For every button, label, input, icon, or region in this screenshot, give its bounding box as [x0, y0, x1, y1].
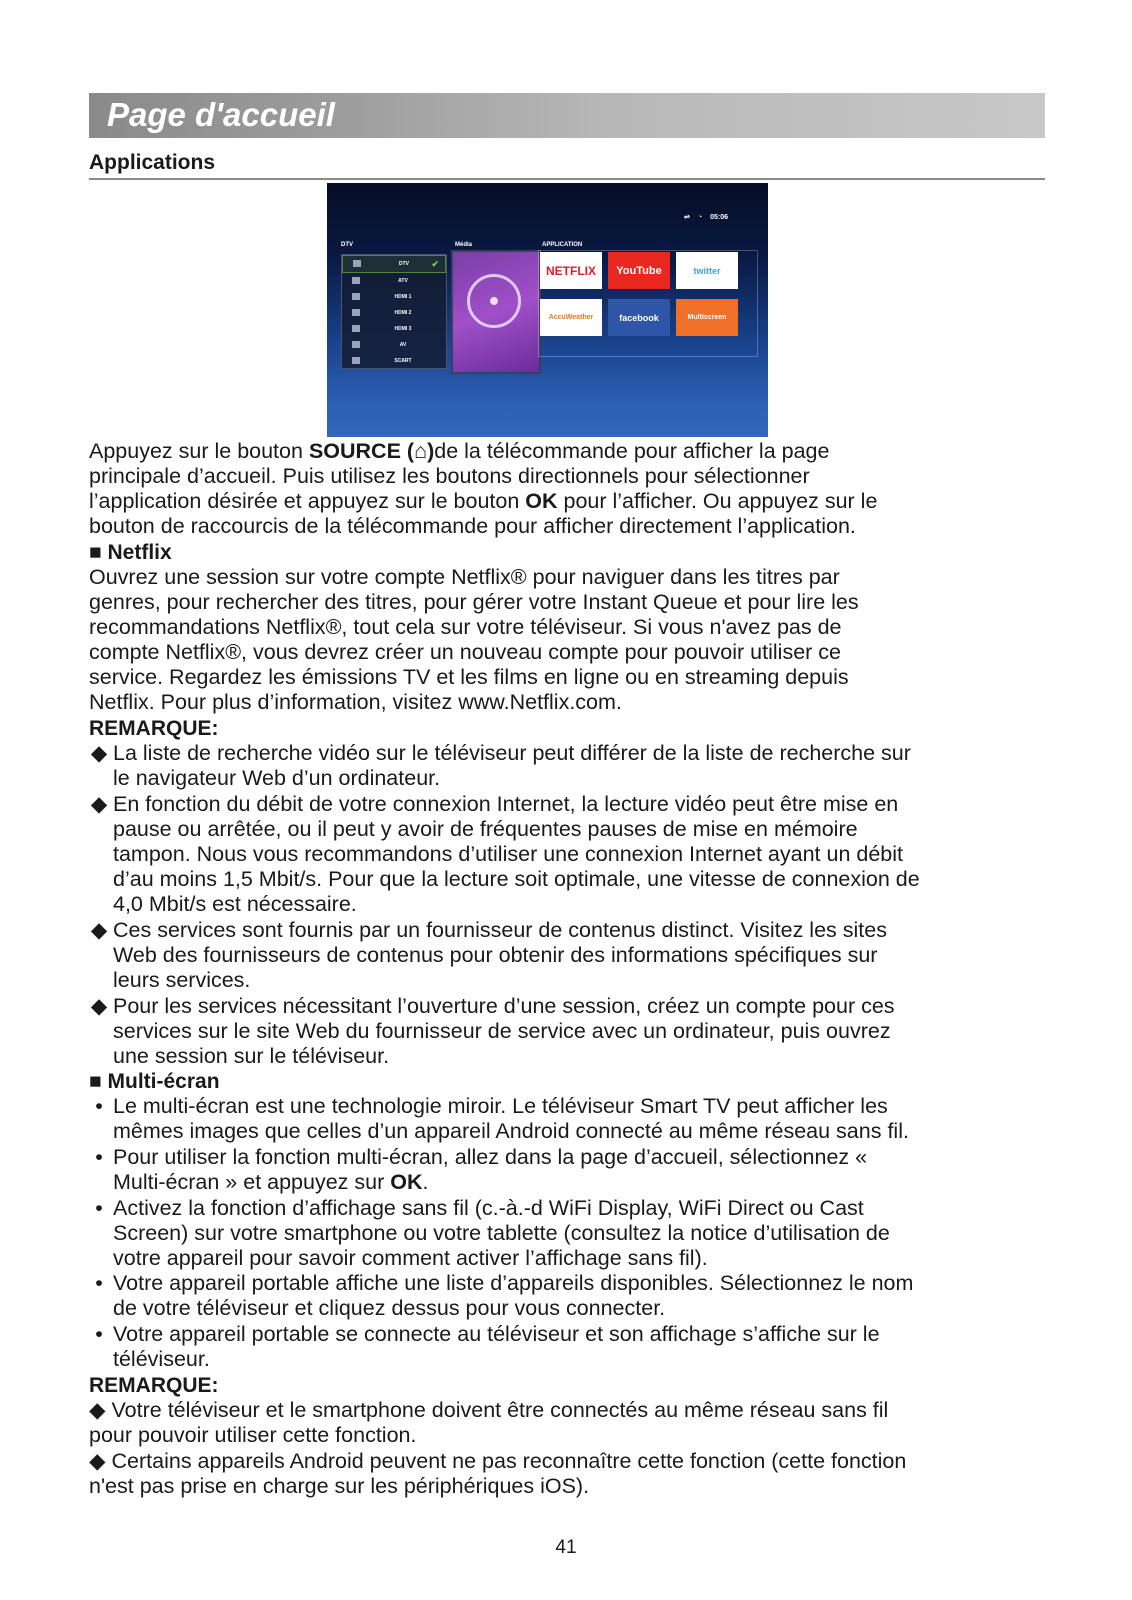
remark-heading: REMARQUE: — [89, 717, 219, 740]
multiscreen-item-cont: Multi-écran » et appuyez sur OK. — [113, 1170, 429, 1194]
app-tile-youtube[interactable]: YouTube — [608, 252, 670, 289]
netflix-line: compte Netflix®, vous devrez créer un nouveau compte pour pouvoir utiliser ce — [89, 640, 841, 664]
tv-source-list — [341, 254, 447, 369]
page-number: 41 — [555, 1537, 577, 1558]
diamond-bullet-icon: ◆ — [89, 1449, 112, 1473]
multiscreen-item: • Votre appareil portable affiche une liste d’appareils disponibles. Sélectionnez le nom — [89, 1271, 1049, 1296]
multiscreen-item-cont: de votre téléviseur et cliquez dessus pour vous connecter. — [113, 1296, 666, 1320]
app-tile-accuweather[interactable]: AccuWeather — [540, 299, 602, 336]
intro-line: principale d’accueil. Puis utilisez les boutons directionnels pour sélectionner — [89, 464, 810, 488]
remark-item-cont: 4,0 Mbit/s est nécessaire. — [113, 892, 357, 916]
multiscreen-item-cont: votre appareil pour savoir comment activer l’affichage sans fil). — [113, 1246, 708, 1270]
remark-item-cont: tampon. Nous vous recommandons d’utiliser une connexion Internet ayant un débit — [113, 842, 903, 866]
tv-col-dtv: DTV — [341, 242, 353, 248]
home-icon: ⌂ — [414, 439, 428, 463]
diamond-bullet-icon: ◆ — [90, 792, 108, 816]
remark-item: ◆ En fonction du débit de votre connexion Internet, la lecture vidéo peut être mise en — [90, 792, 899, 816]
multiscreen-item-cont: Screen) sur votre smartphone ou votre tablette (consultez la notice d’utilisation de — [113, 1221, 890, 1245]
netflix-line: service. Regardez les émissions TV et les films en ligne ou en streaming depuis — [89, 665, 849, 689]
app-tile-twitter[interactable]: twitter — [676, 252, 738, 289]
remark-item: ◆ Certains appareils Android peuvent ne pas reconnaître cette fonction (cette fonction — [89, 1449, 907, 1473]
disc-icon — [467, 274, 521, 328]
remark-item: ◆ La liste de recherche vidéo sur le téléviseur peut différer de la liste de recherche sur — [90, 741, 911, 765]
multiscreen-item: • Votre appareil portable se connecte au téléviseur et son affichage s’affiche sur le — [89, 1322, 1049, 1347]
intro-line: Appuyez sur le bouton SOURCE (⌂)de la télécommande pour afficher la page — [89, 439, 830, 463]
tv-col-media: Média — [455, 242, 473, 248]
tv-home-screenshot — [327, 183, 768, 437]
page-title-banner — [89, 93, 1045, 138]
tv-source-item[interactable]: HDMI 1 — [342, 289, 446, 305]
bullet-icon: • — [95, 1322, 103, 1346]
diamond-bullet-icon: ◆ — [90, 918, 108, 942]
hdmi-icon — [352, 309, 360, 316]
multiscreen-item-cont: téléviseur. — [113, 1347, 210, 1371]
remark-item-cont: n'est pas prise en charge sur les périphériques iOS). — [89, 1474, 590, 1498]
multiscreen-heading: ■ Multi-écran — [89, 1070, 220, 1093]
remark-item-cont: pause ou arrêtée, ou il peut y avoir de fréquentes pauses de mise en mémoire — [113, 817, 858, 841]
scart-icon — [352, 357, 360, 364]
remark-item-cont: Web des fournisseurs de contenus pour obtenir des informations spécifiques sur — [113, 943, 878, 967]
page-title: Page d'accueil — [107, 96, 335, 133]
netflix-heading: ■ Netflix — [89, 541, 172, 564]
tv-source-item[interactable]: ATV — [342, 273, 446, 289]
diamond-bullet-icon: ◆ — [90, 741, 108, 765]
multiscreen-item: • Le multi-écran est une technologie miroir. Le téléviseur Smart TV peut afficher les — [89, 1094, 1049, 1119]
atv-icon — [352, 277, 360, 284]
netflix-line: Ouvrez une session sur votre compte Netflix® pour naviguer dans les titres par — [89, 565, 840, 589]
app-tile-multiscreen[interactable]: Multiscreen — [676, 299, 738, 336]
remark-item-cont: d’au moins 1,5 Mbit/s. Pour que la lecture soit optimale, une vitesse de connexion de — [113, 867, 920, 891]
check-icon: ✔ — [431, 258, 439, 269]
av-icon — [352, 341, 360, 348]
tv-source-item[interactable]: DTV ✔ — [342, 255, 446, 273]
section-heading-applications: Applications — [89, 150, 1045, 180]
netflix-line: genres, pour rechercher des titres, pour gérer votre Instant Queue et pour lire les — [89, 590, 859, 614]
remark-item: ◆ Ces services sont fournis par un fournisseur de contenus distinct. Visitez les sites — [90, 918, 887, 942]
multiscreen-item: • Activez la fonction d’affichage sans fil (c.-à.-d WiFi Display, WiFi Direct ou Cast — [89, 1196, 1049, 1221]
bullet-icon: • — [95, 1196, 103, 1220]
bullet-icon: • — [95, 1271, 103, 1295]
remark-item-cont: le navigateur Web d’un ordinateur. — [113, 766, 441, 790]
tv-clock: 05:06 — [710, 213, 728, 221]
remark-item-cont: leurs services. — [113, 968, 251, 992]
diamond-bullet-icon: ◆ — [90, 994, 108, 1018]
multiscreen-item-cont: mêmes images que celles d’un appareil Android connecté au même réseau sans fil. — [113, 1119, 909, 1143]
tv-status-bar — [684, 213, 728, 221]
tv-source-item[interactable]: HDMI 3 — [342, 321, 446, 337]
tv-col-app: APPLICATION — [542, 242, 583, 248]
bullet-icon: • — [95, 1145, 103, 1169]
multiscreen-item: • Pour utiliser la fonction multi-écran, allez dans la page d’accueil, sélectionnez « — [89, 1145, 1049, 1170]
hdmi-icon — [352, 325, 360, 332]
diamond-bullet-icon: ◆ — [89, 1398, 112, 1422]
remark-item: ◆ Pour les services nécessitant l’ouverture d’une session, créez un compte pour ces — [90, 994, 895, 1018]
app-tile-facebook[interactable]: facebook — [608, 299, 670, 336]
tv-media-tile[interactable] — [451, 250, 541, 374]
dtv-icon — [353, 260, 361, 267]
tv-source-item[interactable]: HDMI 2 — [342, 305, 446, 321]
tv-source-item[interactable]: AV — [342, 337, 446, 353]
remark-item-cont: une session sur le téléviseur. — [113, 1044, 390, 1068]
netflix-line: Netflix. Pour plus d’information, visitez www.Netflix.com. — [89, 690, 622, 714]
netflix-line: recommandations Netflix®, tout cela sur votre téléviseur. Si vous n'avez pas de — [89, 615, 842, 639]
hdmi-icon — [352, 293, 360, 300]
wifi-icon: ◔ — [697, 213, 703, 221]
remark-item-cont: services sur le site Web du fournisseur de service avec un ordinateur, puis ouvrez — [113, 1019, 891, 1043]
remark-item-cont: pour pouvoir utiliser cette fonction. — [89, 1423, 417, 1447]
bullet-icon: • — [95, 1094, 103, 1118]
tv-source-item[interactable]: SCART — [342, 353, 446, 369]
remark-item: ◆ Votre téléviseur et le smartphone doivent être connectés au même réseau sans fil — [89, 1398, 889, 1422]
intro-line: l’application désirée et appuyez sur le bouton OK pour l’afficher. Ou appuyez sur le — [89, 489, 878, 513]
app-tile-netflix[interactable]: NETFLIX — [540, 252, 602, 289]
usb-icon: ⇌ — [683, 214, 690, 221]
intro-line: bouton de raccourcis de la télécommande pour afficher directement l’application. — [89, 514, 856, 538]
remark-heading: REMARQUE: — [89, 1374, 219, 1397]
